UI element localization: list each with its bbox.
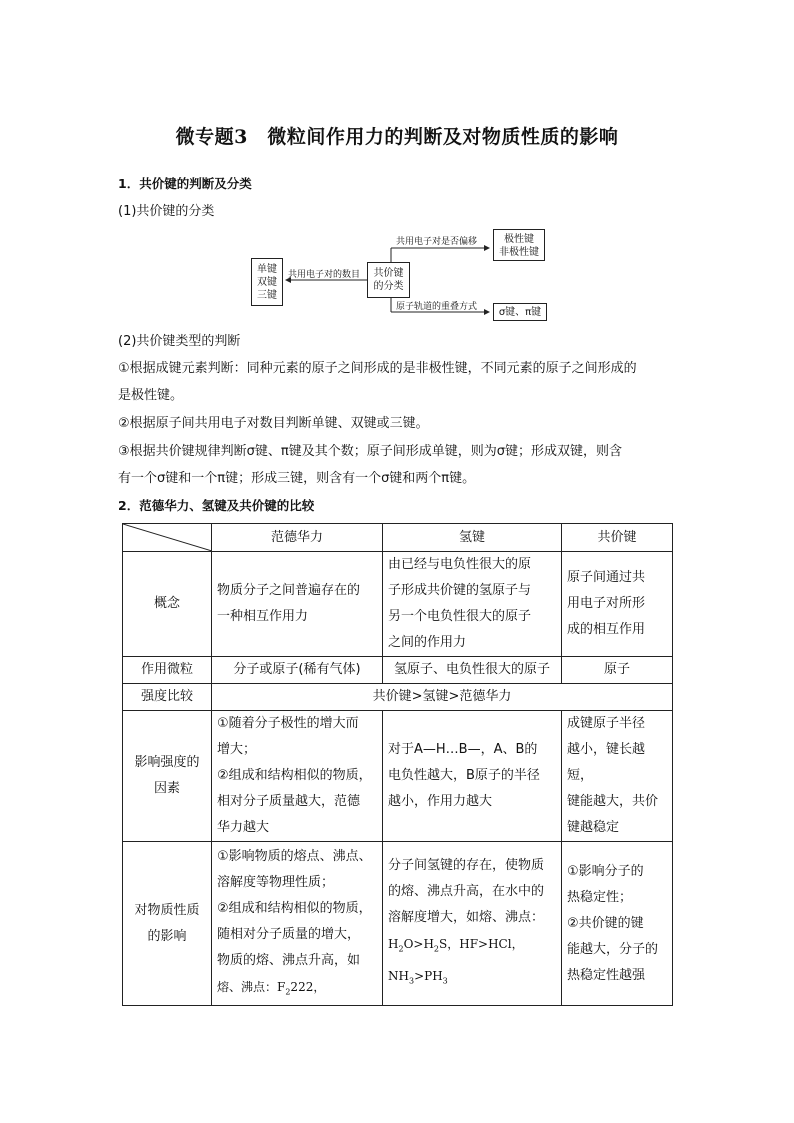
table-row-effects	[123, 842, 673, 1006]
diagram-box-center: 共价键 的分类	[367, 262, 410, 298]
cell-strength-comparison: 共价键>氢键>范德华力	[212, 684, 673, 711]
table-row-particles	[123, 657, 673, 684]
section-2-heading: 2．范德华力、氢键及共价键的比较	[118, 498, 315, 513]
cell-concept-covalent: 原子间通过共 用电子对所形 成的相互作用	[562, 552, 673, 657]
table-row-concept	[123, 552, 673, 657]
rule-3-line-b: 有一个σ键和一个π键；形成三键，则含有一个σ键和两个π键。	[118, 471, 476, 486]
section-1-heading: 1．共价键的判断及分类	[118, 176, 252, 191]
rule-1-line-b: 是极性键。	[118, 388, 184, 403]
rule-1-line-a: ①根据成键元素判断：同种元素的原子之间形成的是非极性键，不同元素的原子之间形成的	[118, 361, 637, 376]
cell-effects-vdw: ①影响物质的熔点、沸点、 溶解度等物理性质； ②组成和结构相似的物质， 随相对分子质量的增大， 物质的熔、沸点升高，如 熔、沸点：$F_2222$，	[212, 842, 383, 1006]
cell-concept-vdw: 物质分子之间普遍存在的 一种相互作用力	[212, 552, 383, 657]
row-label-concept: 概念	[123, 552, 212, 657]
rule-2: ②根据原子间共用电子对数目判断单键、双键或三键。	[118, 416, 429, 431]
diagram-label-count: 共用电子对的数目	[288, 270, 361, 280]
header-covalent: 共价键	[562, 524, 673, 552]
row-label-effects: 对物质性质 的影响	[123, 842, 212, 1006]
table-header-row	[123, 524, 673, 552]
cell-effects-hbond: 分子间氢键的存在，使物质 的熔、沸点升高，在水中的 溶解度增大，如熔、沸点： $H_2O>H_2S$，HF>HCl， $NH_3>PH_3$	[383, 842, 562, 1006]
cell-particles-hbond: 氢原子、电负性很大的原子	[383, 657, 562, 684]
diagonal-line	[123, 524, 212, 551]
rule-3-line-a: ③根据共价键规律判断σ键、π键及其个数；原子间形成单键，则为σ键；形成双键，则含	[118, 444, 622, 459]
cell-particles-covalent: 原子	[562, 657, 673, 684]
row-label-particles: 作用微粒	[123, 657, 212, 684]
subsection-2-heading: (2)共价键类型的判断	[118, 334, 241, 349]
cell-concept-hbond: 由已经与电负性很大的原 子形成共价键的氢原子与 另一个电负性很大的原子 之间的作用力	[383, 552, 562, 657]
cell-factors-covalent: 成键原子半径 越小，键长越短， 键能越大，共价 键越稳定	[562, 711, 673, 842]
row-label-strength: 强度比较	[123, 684, 212, 711]
diagram-box-single-double-triple: 单键 双键 三键	[251, 258, 283, 306]
diagram-box-sigma-pi: σ键、π键	[493, 303, 547, 321]
diagram-label-overlap: 原子轨道的重叠方式	[396, 302, 478, 312]
page-title: 微专题3 微粒间作用力的判断及对物质性质的影响	[175, 126, 619, 148]
row-label-factors: 影响强度的 因素	[123, 711, 212, 842]
comparison-table	[122, 523, 673, 1006]
header-hbond: 氢键	[383, 524, 562, 552]
diagram-box-polarity: 极性键 非极性键	[493, 229, 545, 261]
cell-effects-covalent: ①影响分子的 热稳定性； ②共价键的键 能越大，分子的 热稳定性越强	[562, 842, 673, 1006]
table-row-factors	[123, 711, 673, 842]
header-vdw: 范德华力	[212, 524, 383, 552]
diagram-label-shift: 共用电子对是否偏移	[396, 237, 478, 247]
cell-particles-vdw: 分子或原子(稀有气体)	[212, 657, 383, 684]
table-corner-cell	[123, 524, 212, 552]
cell-factors-hbond: 对于A—H…B—，A、B的 电负性越大，B原子的半径 越小，作用力越大	[383, 711, 562, 842]
table-row-strength	[123, 684, 673, 711]
cell-factors-vdw: ①随着分子极性的增大而 增大； ②组成和结构相似的物质， 相对分子质量越大，范德 华力越大	[212, 711, 383, 842]
subsection-1-heading: (1)共价键的分类	[118, 204, 215, 219]
